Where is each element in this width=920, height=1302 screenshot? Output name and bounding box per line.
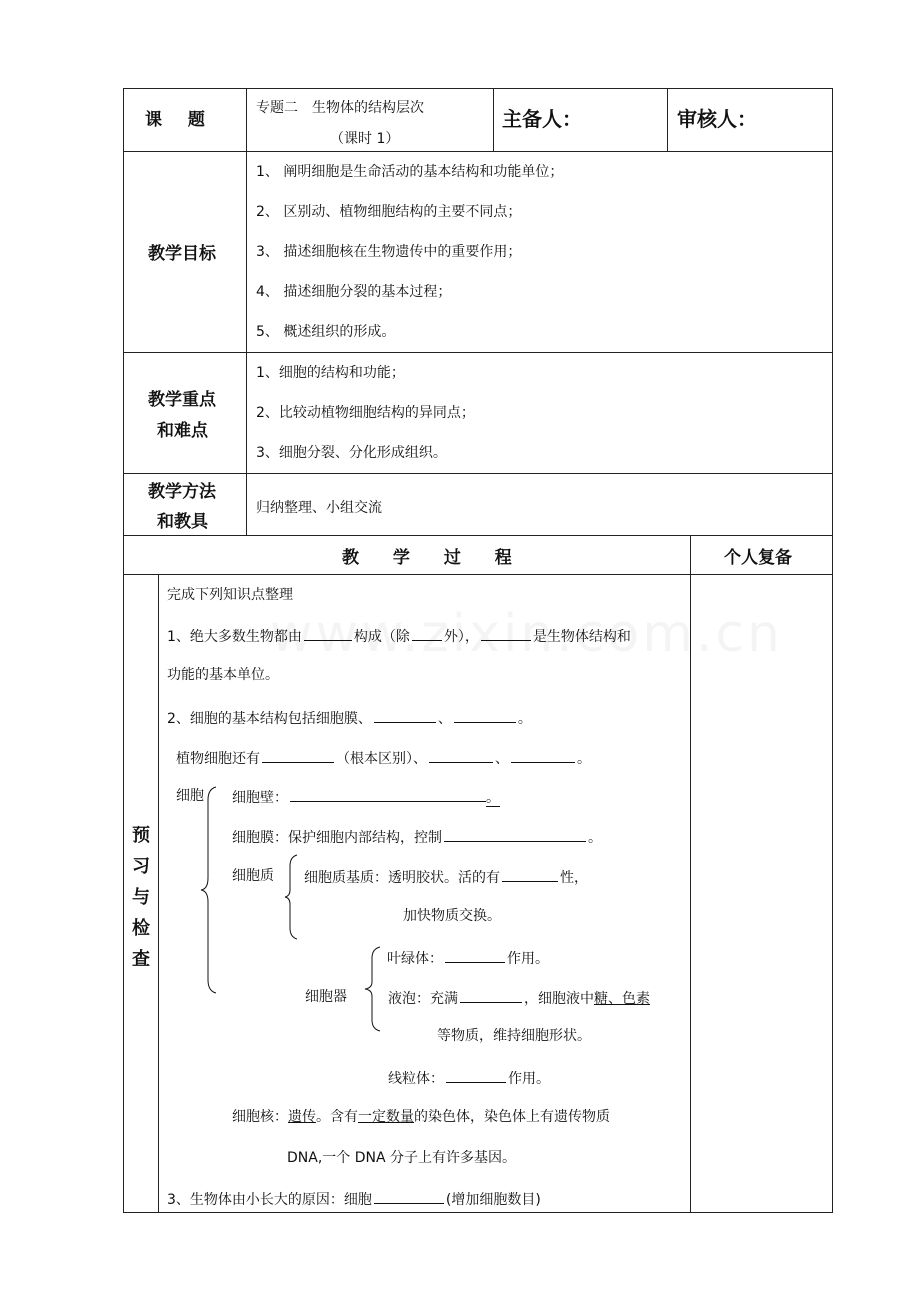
cell-label: 细胞 <box>176 788 204 804</box>
answer-blank[interactable] <box>460 988 522 1003</box>
table-divider <box>123 535 833 536</box>
cytoplasm-matrix-line: 细胞质基质：透明胶状。活的有 性， <box>304 867 588 887</box>
answer-blank[interactable] <box>446 1068 506 1083</box>
methods-label-2: 和教具 <box>157 512 208 532</box>
vacuole-line: 液泡：充满 ，细胞液中糖、色素 <box>388 988 650 1008</box>
organelle-label: 细胞器 <box>305 989 347 1005</box>
answer-blank[interactable] <box>444 827 586 842</box>
answer-blank[interactable] <box>374 1189 444 1204</box>
methods-value: 归纳整理、小组交流 <box>256 500 382 516</box>
answer-blank[interactable] <box>262 748 334 763</box>
topic-title: 专题二 生物体的结构层次 <box>256 100 424 116</box>
objective-item: 3、 描述细胞核在生物遗传中的重要作用； <box>256 244 522 260</box>
table-divider <box>123 473 833 474</box>
reviewer-label: 审核人： <box>677 107 757 131</box>
methods-label: 教学方法 <box>148 482 216 502</box>
cell-brace <box>200 786 220 994</box>
mitochondria-line: 线粒体： 作用。 <box>388 1068 550 1088</box>
cell-membrane-line: 细胞膜：保护细胞内部结构，控制 。 <box>232 827 602 847</box>
table-divider <box>690 535 691 1213</box>
objective-item: 4、 描述细胞分裂的基本过程； <box>256 284 452 300</box>
table-divider <box>123 574 833 575</box>
cell-wall-line: 细胞壁： 。 <box>232 787 500 807</box>
personal-prep-label: 个人复备 <box>724 548 792 568</box>
table-border-bottom <box>123 1212 833 1213</box>
plant-cell-line: 植物细胞还有 （根本区别）、 、 。 <box>176 748 591 768</box>
nucleus-cont: DNA,一个 DNA 分子上有许多基因。 <box>287 1150 517 1166</box>
nucleus-line: 细胞核：遗传。含有一定数量的染色体，染色体上有遗传物质 <box>232 1109 610 1125</box>
answer-blank[interactable] <box>445 948 505 963</box>
objectives-label: 教学目标 <box>148 244 216 264</box>
section-label-vertical: 预 习 与 检 查 <box>132 825 150 970</box>
organelle-brace <box>364 946 384 1032</box>
answer-blank[interactable] <box>304 626 352 641</box>
table-divider <box>123 151 833 152</box>
table-divider <box>158 574 159 1213</box>
answer-blank[interactable] <box>429 748 493 763</box>
objective-item: 1、 阐明细胞是生命活动的基本结构和功能单位； <box>256 164 564 180</box>
question-3: 3、生物体由小长大的原因：细胞 (增加细胞数目) <box>167 1189 541 1209</box>
table-divider <box>493 88 494 151</box>
table-divider <box>123 352 833 353</box>
key-point-item: 1、细胞的结构和功能； <box>256 365 405 381</box>
vacuole-cont: 等物质，维持细胞形状。 <box>437 1028 591 1044</box>
answer-blank[interactable] <box>412 626 442 641</box>
process-title: 教 学 过 程 <box>342 548 526 568</box>
question-2: 2、细胞的基本结构包括细胞膜、 、 。 <box>167 708 532 728</box>
answer-blank[interactable] <box>374 708 436 723</box>
answer-blank[interactable] <box>454 708 516 723</box>
answer-blank[interactable] <box>290 787 486 802</box>
key-points-label: 教学重点 <box>148 390 216 410</box>
chloroplast-line: 叶绿体： 作用。 <box>387 948 549 968</box>
key-points-label-2: 和难点 <box>157 421 208 441</box>
table-border-left <box>123 88 124 1213</box>
cytoplasm-brace <box>284 854 300 940</box>
table-divider <box>667 88 668 151</box>
question-1-cont: 功能的基本单位。 <box>167 667 279 683</box>
table-border-right <box>832 88 833 1213</box>
preparer-label: 主备人： <box>502 107 582 131</box>
topic-session: （课时 1） <box>330 131 400 147</box>
answer-blank[interactable] <box>511 748 575 763</box>
objective-item: 5、 概述组织的形成。 <box>256 324 396 340</box>
lesson-label: 课 题 <box>145 110 215 130</box>
answer-blank[interactable] <box>502 867 558 882</box>
key-point-item: 3、细胞分裂、分化形成组织。 <box>256 445 447 461</box>
objective-item: 2、 区别动、植物细胞结构的主要不同点； <box>256 204 522 220</box>
cytoplasm-label: 细胞质 <box>232 868 274 884</box>
table-divider <box>246 88 247 535</box>
cytoplasm-matrix-cont: 加快物质交换。 <box>403 908 501 924</box>
answer-blank[interactable] <box>481 626 531 641</box>
intro-text: 完成下列知识点整理 <box>167 587 293 603</box>
key-point-item: 2、比较动植物细胞结构的异同点； <box>256 405 475 421</box>
question-1: 1、绝大多数生物都由 构成（除 外）， 是生物体结构和 <box>167 626 631 646</box>
table-border-top <box>123 88 833 89</box>
